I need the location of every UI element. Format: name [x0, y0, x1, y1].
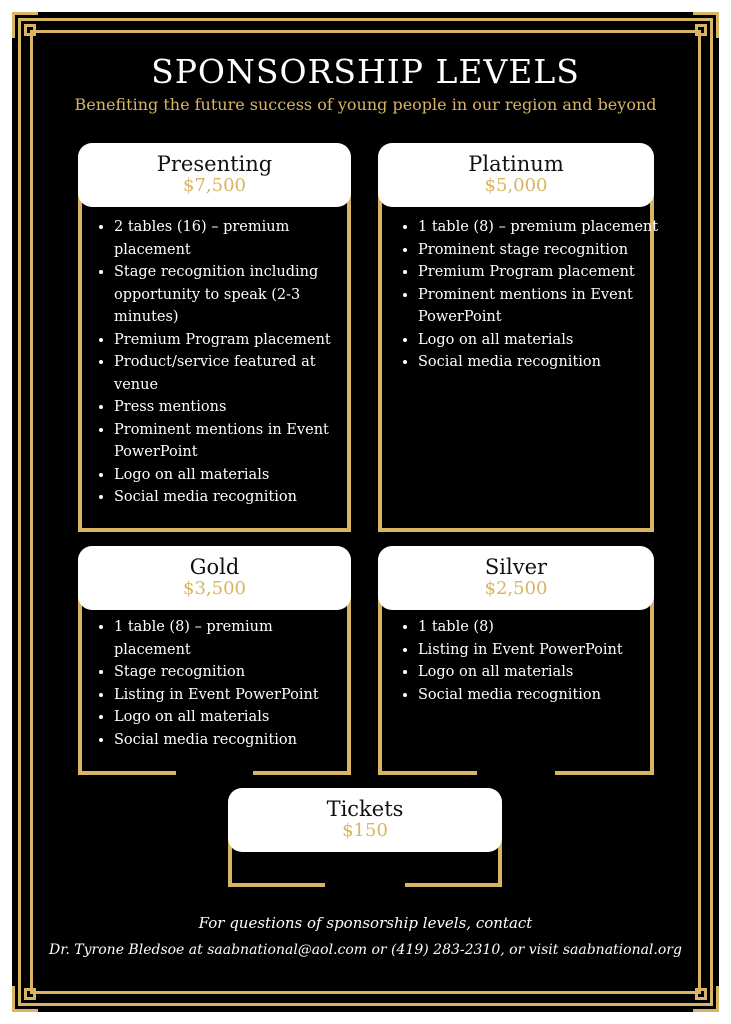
benefits-list: [396, 216, 666, 374]
page-title: SPONSORSHIP LEVELS: [151, 52, 580, 91]
level-price: $7,500: [183, 175, 246, 196]
footer-contact-line-2: Dr. Tyrone Bledsoe at saabnational@aol.com or (419) 283-2310, or visit saabnational.org: [49, 942, 682, 958]
level-name: Presenting: [156, 152, 273, 176]
border-gap: [477, 768, 555, 776]
card-header: [378, 143, 654, 207]
level-name: Silver: [484, 555, 548, 579]
card-header: [78, 546, 351, 610]
list-item: • Prominent mentions in Event PowerPoint: [418, 284, 666, 329]
corner-square-bottom-left: [24, 988, 36, 1000]
list-item: • 1 table (8) – premium placement: [114, 616, 354, 661]
list-item: • Listing in Event PowerPoint: [114, 684, 354, 707]
list-item: • Prominent stage recognition: [418, 239, 666, 262]
list-item: • Premium Program placement: [114, 329, 354, 352]
list-item: • Social media recognition: [418, 351, 666, 374]
list-item: • Prominent mentions in Event PowerPoint: [114, 419, 354, 464]
list-item: • Logo on all materials: [114, 706, 354, 729]
level-price: $3,500: [183, 578, 246, 599]
footer-contact-line-1: For questions of sponsorship levels, contact: [198, 914, 533, 932]
card-header: [78, 143, 351, 207]
border-gap: [325, 880, 405, 888]
tickets-label: Tickets: [326, 797, 404, 821]
tickets-price: $150: [342, 820, 388, 841]
level-price: $2,500: [484, 578, 548, 599]
benefits-list: [92, 616, 354, 751]
corner-square-top-left: [24, 24, 36, 36]
list-item: • Listing in Event PowerPoint: [418, 639, 666, 662]
list-item: • Logo on all materials: [418, 661, 666, 684]
list-item: • Logo on all materials: [114, 464, 354, 487]
level-price: $5,000: [484, 175, 548, 196]
list-item: • Logo on all materials: [418, 329, 666, 352]
list-item: • Premium Program placement: [418, 261, 666, 284]
corner-square-top-right: [695, 24, 707, 36]
list-item: • Social media recognition: [418, 684, 666, 707]
level-name: Gold: [189, 555, 240, 579]
benefits-list: [396, 616, 666, 706]
page-subtitle: Benefiting the future success of young people in our region and beyond: [74, 95, 657, 114]
list-item: • Press mentions: [114, 396, 354, 419]
list-item: • Social media recognition: [114, 729, 354, 752]
border-gap: [176, 768, 253, 776]
list-item: • Stage recognition including opportunity to speak (2-3 minutes): [114, 261, 354, 329]
benefits-list: [92, 216, 354, 509]
corner-square-bottom-right: [695, 988, 707, 1000]
list-item: • 1 table (8) – premium placement: [418, 216, 666, 239]
list-item: • 1 table (8): [418, 616, 666, 639]
list-item: • Product/service featured at venue: [114, 351, 354, 396]
list-item: • Social media recognition: [114, 486, 354, 509]
list-item: • 2 tables (16) – premium placement: [114, 216, 354, 261]
list-item: • Stage recognition: [114, 661, 354, 684]
card-header: [228, 788, 502, 852]
card-header: [378, 546, 654, 610]
level-name: Platinum: [468, 152, 564, 176]
